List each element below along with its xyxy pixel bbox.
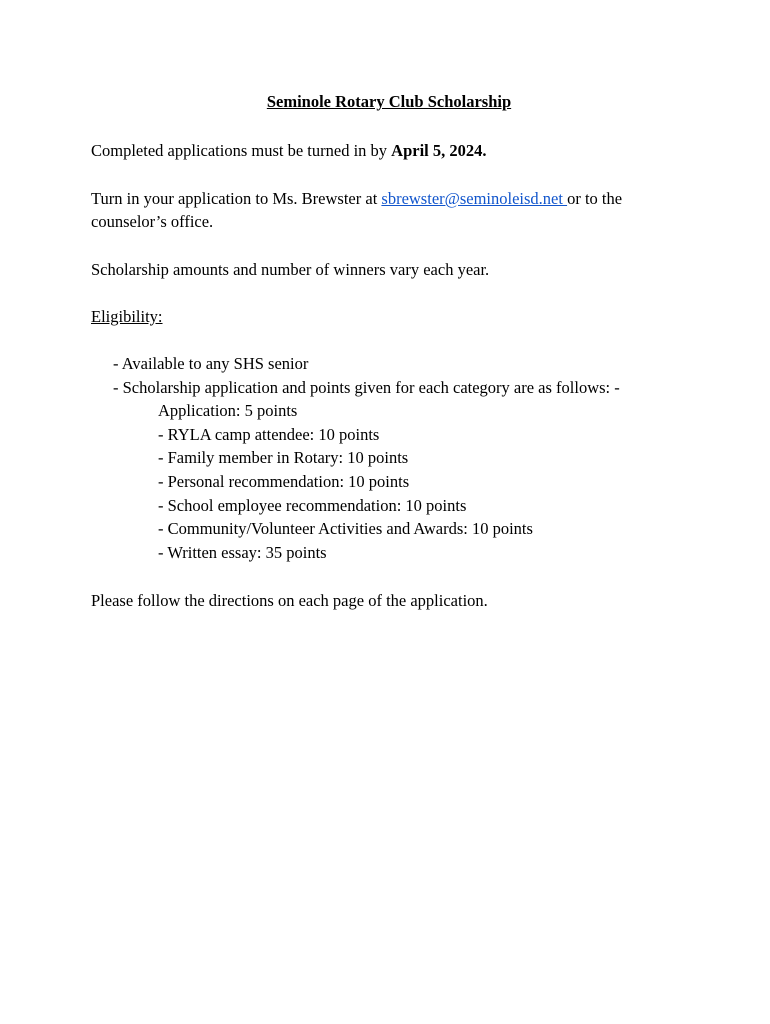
- turn-in-text: Turn in your application to Ms. Brewster at: [91, 189, 382, 208]
- turn-in-line-2: counselor’s office.: [91, 212, 214, 231]
- amounts-paragraph: Scholarship amounts and number of winners vary each year.: [91, 260, 490, 279]
- points-item: - Community/Volunteer Activities and Awards: 10 points: [158, 519, 533, 538]
- points-item: - RYLA camp attendee: 10 points: [158, 425, 380, 444]
- eligibility-bullet: - Scholarship application and points given for each category are as follows: -: [113, 378, 620, 397]
- deadline-date: April 5, 2024.: [391, 141, 487, 160]
- closing-paragraph: Please follow the directions on each page of the application.: [91, 591, 488, 610]
- eligibility-heading: Eligibility:: [91, 307, 163, 326]
- email-link[interactable]: sbrewster@seminoleisd.net: [381, 189, 568, 208]
- points-item: Application: 5 points: [158, 401, 298, 420]
- document-title: Seminole Rotary Club Scholarship: [266, 92, 512, 111]
- eligibility-bullet: - Available to any SHS senior: [113, 354, 309, 373]
- points-item: - School employee recommendation: 10 points: [158, 496, 467, 515]
- deadline-paragraph: [91, 139, 487, 162]
- turn-in-paragraph: [91, 187, 622, 210]
- points-item: - Written essay: 35 points: [158, 543, 327, 562]
- turn-in-suffix: or to the: [567, 189, 623, 208]
- points-item: - Family member in Rotary: 10 points: [158, 448, 409, 467]
- points-item: - Personal recommendation: 10 points: [158, 472, 410, 491]
- deadline-text: Completed applications must be turned in by: [91, 141, 392, 160]
